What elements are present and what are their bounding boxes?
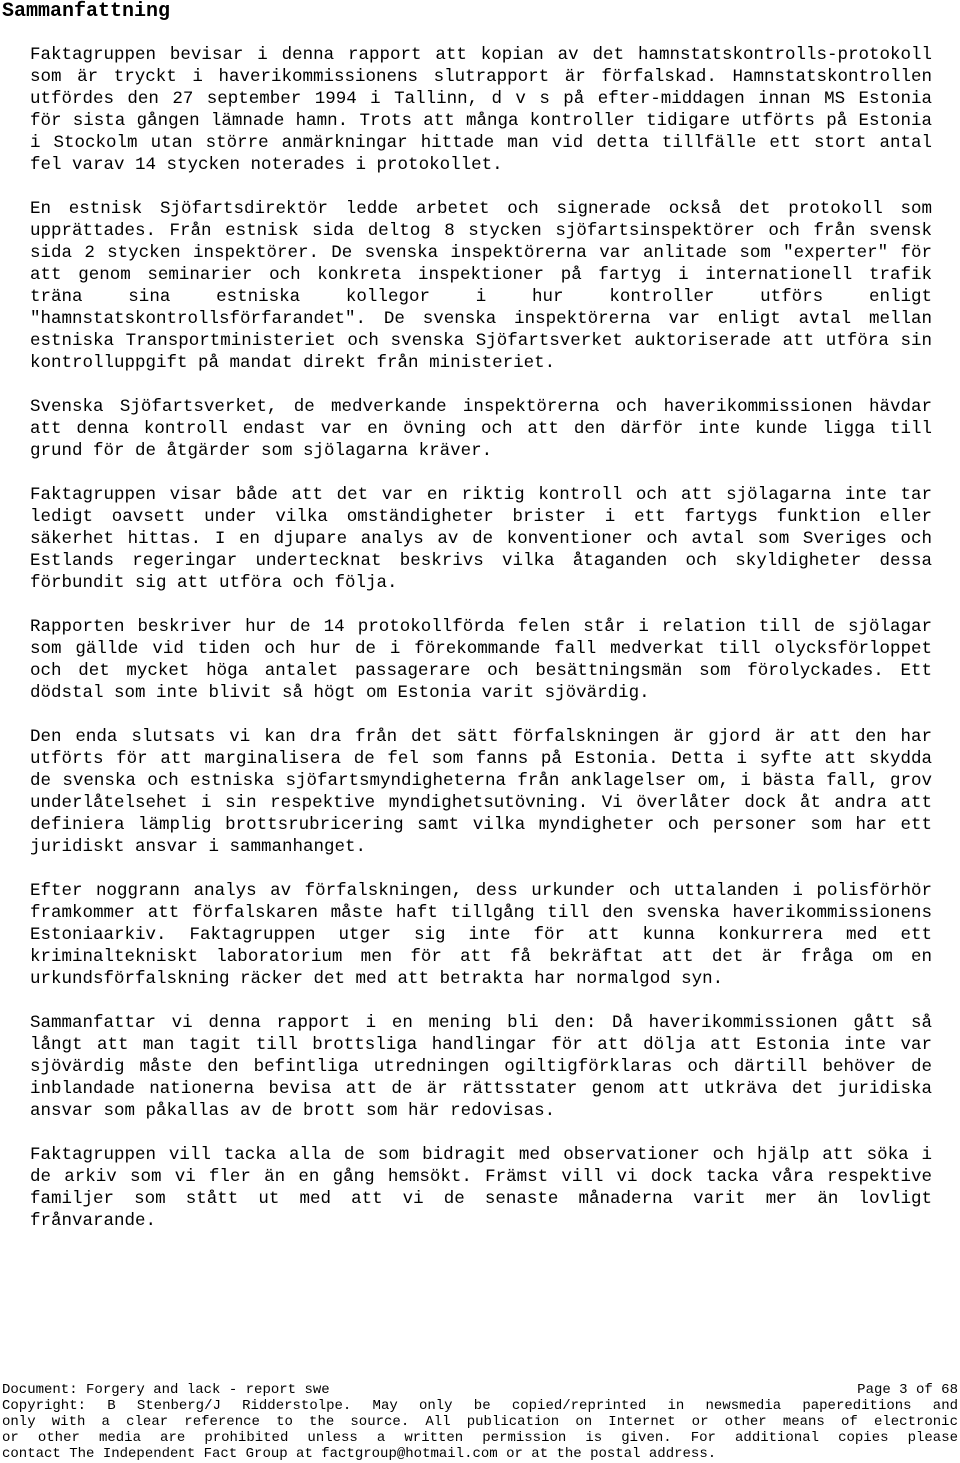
footer-copyright-line-4: contact The Independent Fact Group at factgroup@hotmail.com or at the postal address. (2, 1446, 717, 1462)
footer-copyright-line-2: only with a clear reference to the source. All publication on Internet or other means of electronic (2, 1414, 958, 1430)
footer-page-number: Page 3 of 68 (857, 1382, 958, 1398)
paragraph-7: Efter noggrann analys av förfalskningen, dess urkunder och uttalanden i polisförhör framkommer att förfalskaren måste haft tillgång till den svenska haverikommissionens Estoniaarkiv. Faktagruppen utger sig inte för att kunna konkurrera med ett kriminaltekniskt laboratorium men för att få bekräftat att det är fråga om en urkundsförfalskning räcker det med att betrakta har normalgod syn. (30, 881, 932, 989)
paragraph-8: Sammanfattar vi denna rapport i en mening bli den: Då haverikommissionen gått så långt att man tagit till brottsliga handlingar för att dölja att Estonia inte var sjövärdig måste den befintliga utredningen ogiltigförklaras och därtill behöver de inblandade nationerna bevisa att de är rättsstater genom att utkräva det juridiska ansvar som påkallas av de brott som här redovisas. (30, 1013, 932, 1121)
paragraph-1: Faktagruppen bevisar i denna rapport att kopian av det hamnstatskontrolls-protokoll som är tryckt i haverikommissionens slutrapport är förfalskad. Hamnstatskontrollen utfördes den 27 september 1994 i Tallinn, d v s på efter-middagen innan MS Estonia för sista gången lämnade hamn. Trots att många kontroller tidigare utförts på Estonia i Stockolm utan större anmärkningar hittade man vid detta tillfälle ett stort antal fel varav 14 stycken noterades i protokollet. (30, 45, 932, 175)
paragraph-6: Den enda slutsats vi kan dra från det sätt förfalskningen är gjord är att den har utförts för att marginalisera de fel som fanns på Estonia. Detta i syfte att skydda de svenska och estniska sjöfartsmyndigheterna från anklagelser om, i bästa fall, grov underlåtelsehet i sin respektive myndighetsutövning. Vi överlåter dock åt andra att definiera lämplig brottsrubricering samt vilka myndigheter och personer som har ett juridiskt ansvar i sammanhanget. (30, 727, 932, 857)
paragraph-5: Rapporten beskriver hur de 14 protokollförda felen står i relation till de sjölagar som gällde vid tiden och hur de i förekommande fall medverkat till olycksförloppet och det mycket höga antalet passagerare och besättningsmän som förolyckades. Ett dödstal som inte blivit så högt om Estonia varit sjövärdig. (30, 617, 932, 703)
footer-copyright-line-1: Copyright: B Stenberg/J Ridderstolpe. May only be copied/reprinted in newsmedia papereditions and (2, 1398, 958, 1414)
paragraph-2: En estnisk Sjöfartsdirektör ledde arbetet och signerade också det protokoll som upprättades. Från estnisk sida deltog 8 stycken sjöfartsinspektörer och från svensk sida 2 stycken inspektörer. De svenska inspektörerna var anlitade som "experter" för att genom seminarier och konkreta inspektioner på fartyg i internationell trafik träna sina estniska kollegor i hur kontroller utförs enligt "hamnstatskontrollsförfarandet". De svenska inspektörerna var enligt avtal mellan estniska Transportministeriet och svenska Sjöfartsverket auktoriserade att utföra sin kontrolluppgift på mandat direkt från ministeriet. (30, 199, 932, 373)
footer-header-row (2, 1382, 958, 1398)
page-footer (2, 1382, 958, 1462)
paragraph-3: Svenska Sjöfartsverket, de medverkande inspektörerna och haverikommissionen hävdar att denna kontroll endast var en övning och att den därför inte kunde ligga till grund för de åtgärder som sjölagarna kräver. (30, 397, 932, 461)
paragraph-4: Faktagruppen visar både att det var en riktig kontroll och att sjölagarna inte tar ledigt oavsett under vilka omständigheter brister i ett fartygs funktion eller säkerhet hittas. I en djupare analys av de konventioner och avtal som Sveriges och Estlands regeringar undertecknat beskrivs vilka åtaganden och skyldigheter dessa förbundit sig att utföra och följa. (30, 485, 932, 593)
summary-body (30, 44, 932, 1254)
paragraph-9: Faktagruppen vill tacka alla de som bidragit med observationer och hjälp att söka i de arkiv som vi fler än en gång hemsökt. Främst vill vi dock tacka våra respektive familjer som stått ut med att vi de senaste månaderna varit mer än lovligt frånvarande. (30, 1145, 932, 1231)
footer-document-title: Document: Forgery and lack - report swe (2, 1382, 330, 1398)
page-title: Sammanfattning (2, 0, 171, 23)
footer-copyright-line-3: or other media are prohibited unless a written permission is given. For additional copies please (2, 1430, 958, 1446)
